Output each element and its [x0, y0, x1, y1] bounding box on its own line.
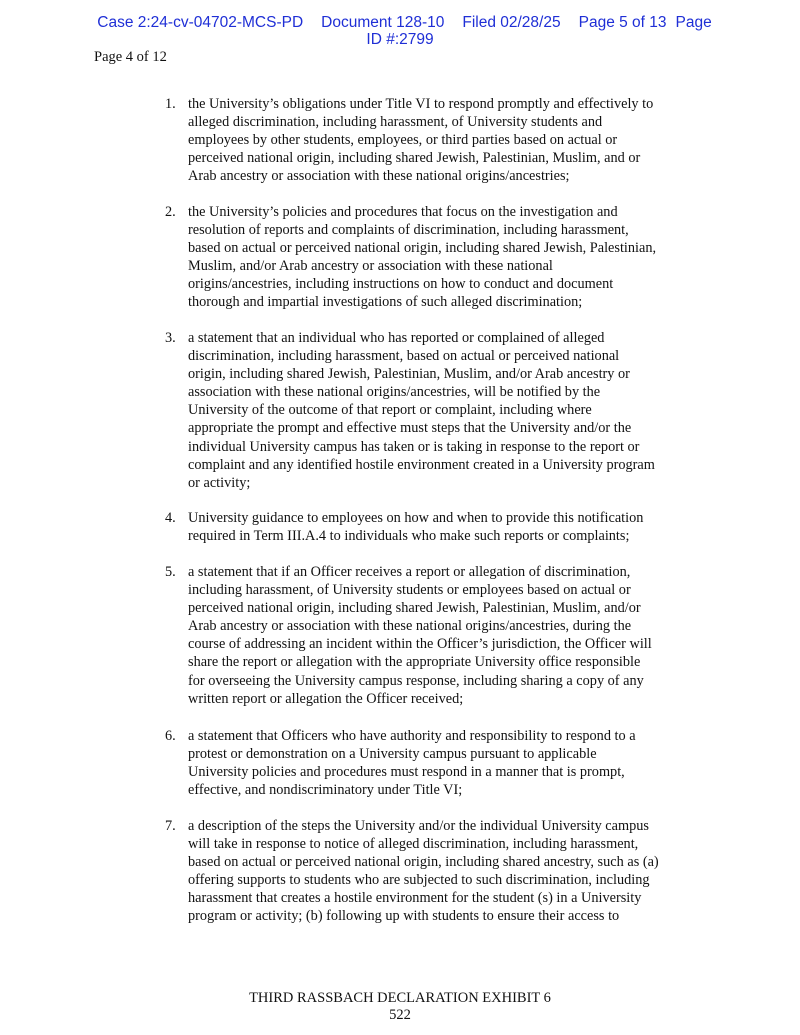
list-item	[165, 817, 725, 926]
list-item-number: 2.	[165, 204, 176, 220]
text-line: effective, and nondiscriminatory under Title VI;	[188, 782, 463, 799]
case-header	[0, 14, 800, 48]
text-line: harassment that creates a hostile environment for the student (s) in a University	[188, 890, 642, 907]
text-line: employees by other students, employees, or third parties based on actual or	[188, 132, 618, 149]
text-line: including harassment, of University students or employees based on actual or	[188, 582, 631, 599]
document-number: Document 128-10	[321, 14, 445, 31]
text-line: course of addressing an incident within the Officer’s jurisdiction, the Officer will	[188, 636, 652, 653]
text-line: a statement that Officers who have authority and responsibility to respond to a	[188, 728, 636, 744]
list-item-number: 3.	[165, 330, 176, 346]
text-line: a description of the steps the University and/or the individual University campus	[188, 818, 649, 834]
text-line: complaint and any identified hostile environment created in a University program	[188, 456, 655, 473]
text-line: for overseeing the University campus response, including sharing a copy of any	[188, 672, 644, 689]
list-item-number: 4.	[165, 510, 176, 526]
text-line: appropriate the prompt and effective must steps that the University and/or the	[188, 420, 632, 437]
list-item	[165, 509, 725, 545]
text-line: will take in response to notice of alleged discrimination, including harassment,	[188, 836, 639, 853]
text-line: discrimination, including harassment, based on actual or perceived national	[188, 348, 620, 365]
text-line: association with these national origins/ancestries, will be notified by the	[188, 384, 601, 401]
list-item	[165, 203, 725, 312]
text-line: individual University campus has taken or is taking in response to the report or	[188, 438, 640, 455]
text-line: protest or demonstration on a University campus pursuant to applicable	[188, 746, 597, 763]
text-line: University of the outcome of that report or complaint, including where	[188, 402, 592, 419]
list-item-number: 7.	[165, 818, 176, 834]
text-line: origins/ancestries, including instructions on how to conduct and document	[188, 276, 614, 293]
page-label: Page 4 of 12	[94, 49, 167, 65]
text-line: origin, including shared Jewish, Palestinian, Muslim, and/or Arab ancestry or	[188, 366, 630, 383]
text-line: based on actual or perceived national origin, including shared ancestry, such as (a)	[188, 854, 659, 871]
text-line: perceived national origin, including shared Jewish, Palestinian, Muslim, and/or	[188, 600, 641, 617]
list-item	[165, 329, 725, 492]
text-line: Arab ancestry or association with these national origins/ancestries;	[188, 168, 570, 185]
text-line: program or activity; (b) following up with students to ensure their access to	[188, 908, 620, 925]
list-item-text	[188, 95, 725, 185]
text-line: written report or allegation the Officer received;	[188, 690, 464, 707]
text-line: the University’s obligations under Title VI to respond promptly and effectively to	[188, 96, 654, 112]
list-item-text	[188, 203, 725, 312]
list-item	[165, 95, 725, 185]
text-line: alleged discrimination, including harassment, of University students and	[188, 114, 603, 131]
text-line: University guidance to employees on how and when to provide this notification	[188, 510, 644, 526]
list-item-text	[188, 509, 725, 545]
text-line: a statement that an individual who has reported or complained of alleged	[188, 330, 605, 346]
exhibit-label: THIRD RASSBACH DECLARATION EXHIBIT 6	[249, 990, 551, 1006]
text-line: based on actual or perceived national origin, including shared Jewish, Palestinian,	[188, 240, 657, 257]
list-item-number: 1.	[165, 96, 176, 112]
text-line: a statement that if an Officer receives a report or allegation of discrimination,	[188, 564, 631, 580]
list-item	[165, 563, 725, 708]
text-line: offering supports to students who are subjected to such discrimination, including	[188, 872, 650, 889]
page-id: ID #:2799	[366, 31, 434, 48]
list-item-number: 5.	[165, 564, 176, 580]
text-line: Arab ancestry or association with these national origins/ancestries, during the	[188, 618, 632, 635]
text-line: thorough and impartial investigations of such alleged discrimination;	[188, 294, 583, 311]
filed-date: Filed 02/28/25	[462, 14, 561, 31]
list-item-text	[188, 329, 725, 492]
case-number: Case 2:24-cv-04702-MCS-PD	[97, 14, 304, 31]
list-item-text	[188, 563, 725, 708]
text-line: Muslim, and/or Arab ancestry or association with these national	[188, 258, 553, 275]
text-line: resolution of reports and complaints of discrimination, including harassment,	[188, 222, 629, 239]
page-count: Page 5 of 13	[578, 14, 667, 31]
text-line: perceived national origin, including shared Jewish, Palestinian, Muslim, and or	[188, 150, 641, 167]
text-line: or activity;	[188, 474, 251, 491]
text-line: University policies and procedures must respond in a manner that is prompt,	[188, 764, 625, 781]
exhibit-page-number: 522	[389, 1007, 411, 1023]
page-id-prefix: Page	[675, 14, 712, 31]
list-item-text	[188, 727, 725, 799]
text-line: required in Term III.A.4 to individuals who make such reports or complaints;	[188, 528, 630, 545]
text-line: the University’s policies and procedures that focus on the investigation and	[188, 204, 618, 220]
list-item	[165, 727, 725, 799]
exhibit-footer	[0, 990, 800, 1024]
list-item-text	[188, 817, 725, 926]
list-item-number: 6.	[165, 728, 176, 744]
text-line: share the report or allegation with the appropriate University office responsible	[188, 654, 641, 671]
